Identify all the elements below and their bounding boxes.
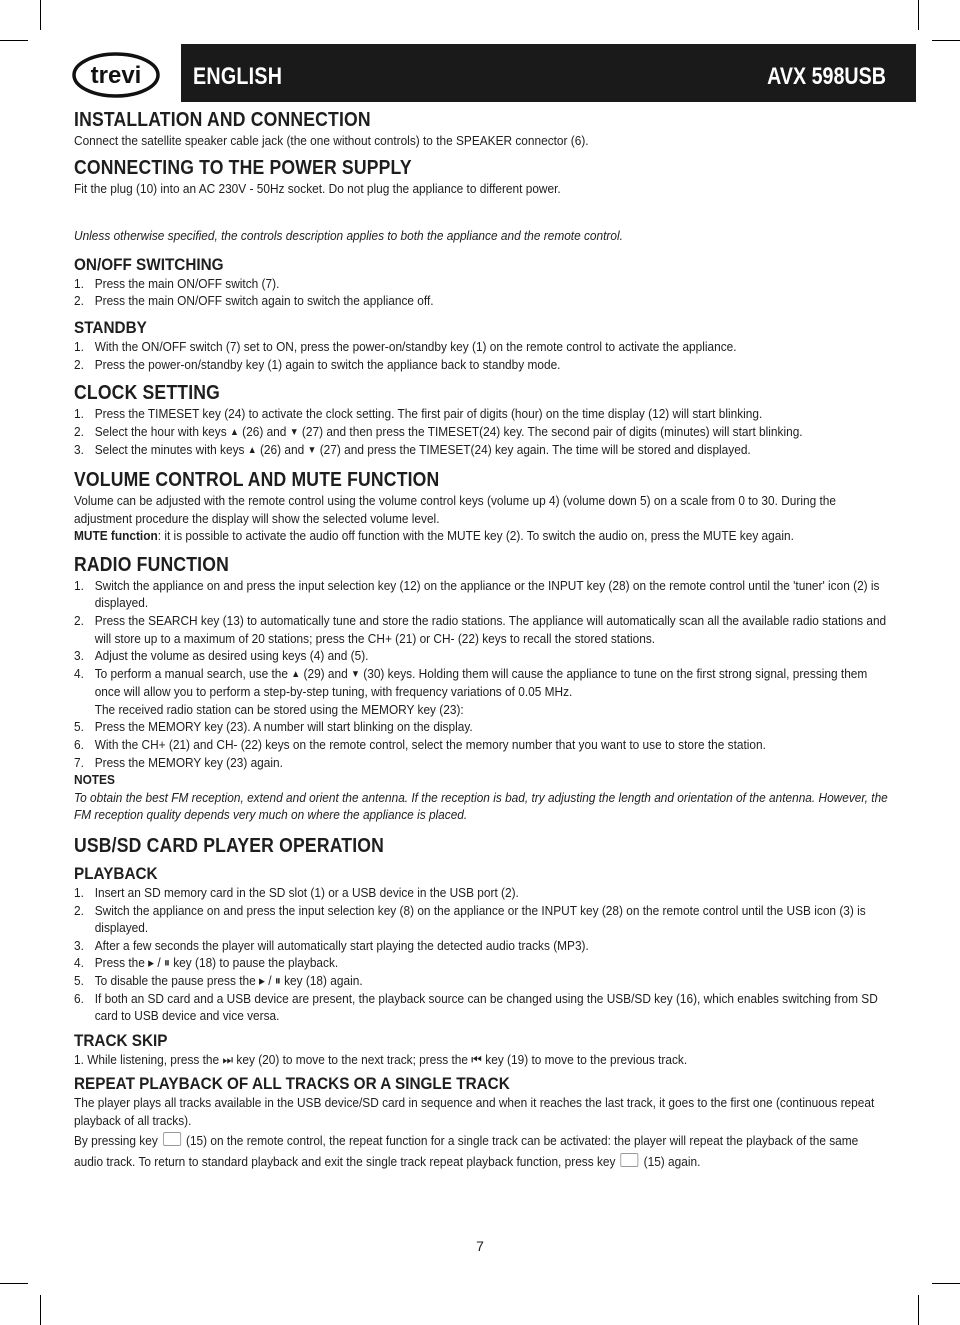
list-item: 3. Adjust the volume as desired using keys (4) and (5). [74,648,369,664]
up-arrow-icon: ▲ [247,445,257,457]
list-item: 2. Press the power-on/standby key (1) again to switch the appliance back to standby mode. [74,356,561,372]
down-arrow-icon: ▼ [289,426,299,438]
crop-mark [0,40,28,41]
up-arrow-icon: ▲ [291,668,301,680]
section-title-usb: USB/SD CARD PLAYER OPERATION [74,835,385,858]
mute-text: MUTE function: it is possible to activate the audio off function with the MUTE key (2). To switch the audio on, press the MUTE key again. [74,528,794,544]
crop-mark [918,0,919,30]
power-text: Fit the plug (10) into an AC 230V - 50Hz socket. Do not plug the appliance to different power. [74,180,561,196]
manual-content [74,108,889,1172]
section-title-volume: VOLUME CONTROL AND MUTE FUNCTION [74,468,440,491]
list-item: 7. Press the MEMORY key (23) again. [74,754,283,770]
crop-mark [40,0,41,30]
section-title-repeat: REPEAT PLAYBACK OF ALL TRACKS OR A SINGLE TRACK [74,1074,510,1094]
trevi-logo [72,52,160,98]
section-title-track-skip: TRACK SKIP [74,1030,168,1050]
section-title-installation: INSTALLATION AND CONNECTION [74,109,371,131]
list-item: 1. Insert an SD memory card in the SD slot (1) or a USB device in the USB port (2). [74,885,519,901]
repeat-text: The player plays all tracks available in the USB device/SD card in sequence and when it reaches the last track, it goes to the first one (continuous repeat playback of all tracks). [74,1095,875,1128]
section-title-onoff: ON/OFF SWITCHING [74,254,224,274]
repeat-single-text: By pressing key (15) on the remote control, the repeat function for a single track can be activated: the player will repeat the playback of the same audio track. To return to standard playback and exit the single track repeat playback function, press key (15) again. [74,1132,859,1169]
list-item: 1. With the ON/OFF switch (7) set to ON, press the power-on/standby key (1) on the remote control to activate the appliance. [74,338,737,354]
list-item: 5. To disable the pause press the ▸ / ⏸ key (18) again. [74,973,363,988]
list-item: 3. Select the minutes with keys ▲ (26) and ▼ (27) and press the TIMESET(24) key again. The time will be stored and displayed. [74,442,751,458]
section-title-radio: RADIO FUNCTION [74,553,229,576]
crop-mark [932,40,960,41]
notes-title: NOTES [74,772,115,788]
onoff-list [74,275,888,310]
list-item: 6. If both an SD card and a USB device are present, the playback source can be changed using the USB/SD key (16), which enables switching from SD card to USB device and vice versa. [74,990,878,1024]
down-arrow-icon: ▼ [307,445,317,457]
page-number: 7 [476,1238,484,1254]
crop-mark [40,1295,41,1325]
crop-mark [0,1283,28,1284]
list-item: 4. Press the ▸ / ⏸ key (18) to pause the playback. [74,955,339,971]
list-item: 2. Press the main ON/OFF switch again to switch the appliance off. [74,293,434,309]
section-title-standby: STANDBY [74,317,147,337]
list-item: 1. Press the TIMESET key (24) to activate the clock setting. The first pair of digits (hour) on the time display (12) will start blinking. [74,406,763,422]
radio-list [74,577,888,772]
controls-note: Unless otherwise specified, the controls description applies to both the appliance and the remote control. [74,228,623,244]
crop-mark [932,1283,960,1284]
list-item: 3. After a few seconds the player will automatically start playing the detected audio tracks (MP3). [74,937,589,953]
logo-text: trevi [90,62,142,89]
repeat-key-icon [163,1132,181,1146]
standby-list [74,338,888,373]
section-title-power: CONNECTING TO THE POWER SUPPLY [74,156,412,179]
language-label: ENGLISH [193,63,283,90]
up-arrow-icon: ▲ [229,426,239,438]
volume-text: Volume can be adjusted with the remote control using the volume control keys (volume up 4) (volume down 5) on a scale from 0 to 30. During the adjustment procedure the display will show the selected volume level. [74,492,836,526]
list-item: 2. Select the hour with keys ▲ (26) and ▼ (27) and then press the TIMESET(24) key. The second pair of digits (minutes) will start blinking. [74,423,803,439]
list-item: 1. Press the main ON/OFF switch (7). [74,275,280,291]
clock-list [74,405,888,460]
track-skip-text: 1. While listening, press the ⏭ key (20) to move to the next track; press the ⏮ key (19) to move to the previous track. [74,1051,688,1067]
list-item: 1. Switch the appliance on and press the input selection key (12) on the appliance or the INPUT key (28) on the remote control until the 'tuner' icon (2) is displayed. [74,577,880,611]
list-item: 2. Press the SEARCH key (13) to automatically tune and store the radio stations. The appliance will automatically scan all the available radio stations and will store up to a maximum of 20 stations; press the CH+ (21) or CH- (22) keys to recall the stored stations. [74,612,887,646]
model-label: AVX 598USB [767,63,886,90]
page-header [181,44,916,102]
play-pause-icon: ▸ / ⏸ [259,973,281,988]
down-arrow-icon: ▼ [351,668,360,680]
crop-mark [918,1295,919,1325]
repeat-key-icon [621,1153,639,1167]
play-pause-icon: ▸ / ⏸ [148,955,170,971]
installation-text: Connect the satellite speaker cable jack (the one without controls) to the SPEAKER connector (6). [74,133,589,148]
list-item: 4. To perform a manual search, use the ▲ (29) and ▼ (30) keys. Holding them will cause the appliance to tune on the first strong signal, pressing them once will allow you to perform a step-by-step tuning, with frequency variations of 0.05 MHz. The received radio station can be stored using the MEMORY key (23): [74,665,868,717]
notes-text: To obtain the best FM reception, extend and orient the antenna. If the reception is bad, try adjusting the length and orientation of the antenna. However, the FM reception quality depends very much on where the appliance is placed. [74,789,888,823]
previous-track-icon: ⏮ [471,1051,482,1067]
section-title-clock: CLOCK SETTING [74,382,221,405]
list-item: 5. Press the MEMORY key (23). A number will start blinking on the display. [74,719,473,735]
section-title-playback: PLAYBACK [74,864,158,884]
playback-list [74,884,888,1025]
list-item: 6. With the CH+ (21) and CH- (22) keys on the remote control, select the memory number that you want to use to store the station. [74,737,766,753]
next-track-icon: ⏭ [222,1051,234,1067]
list-item: 2. Switch the appliance on and press the input selection key (8) on the appliance or the INPUT key (28) on the remote control until the USB icon (3) is displayed. [74,902,866,936]
